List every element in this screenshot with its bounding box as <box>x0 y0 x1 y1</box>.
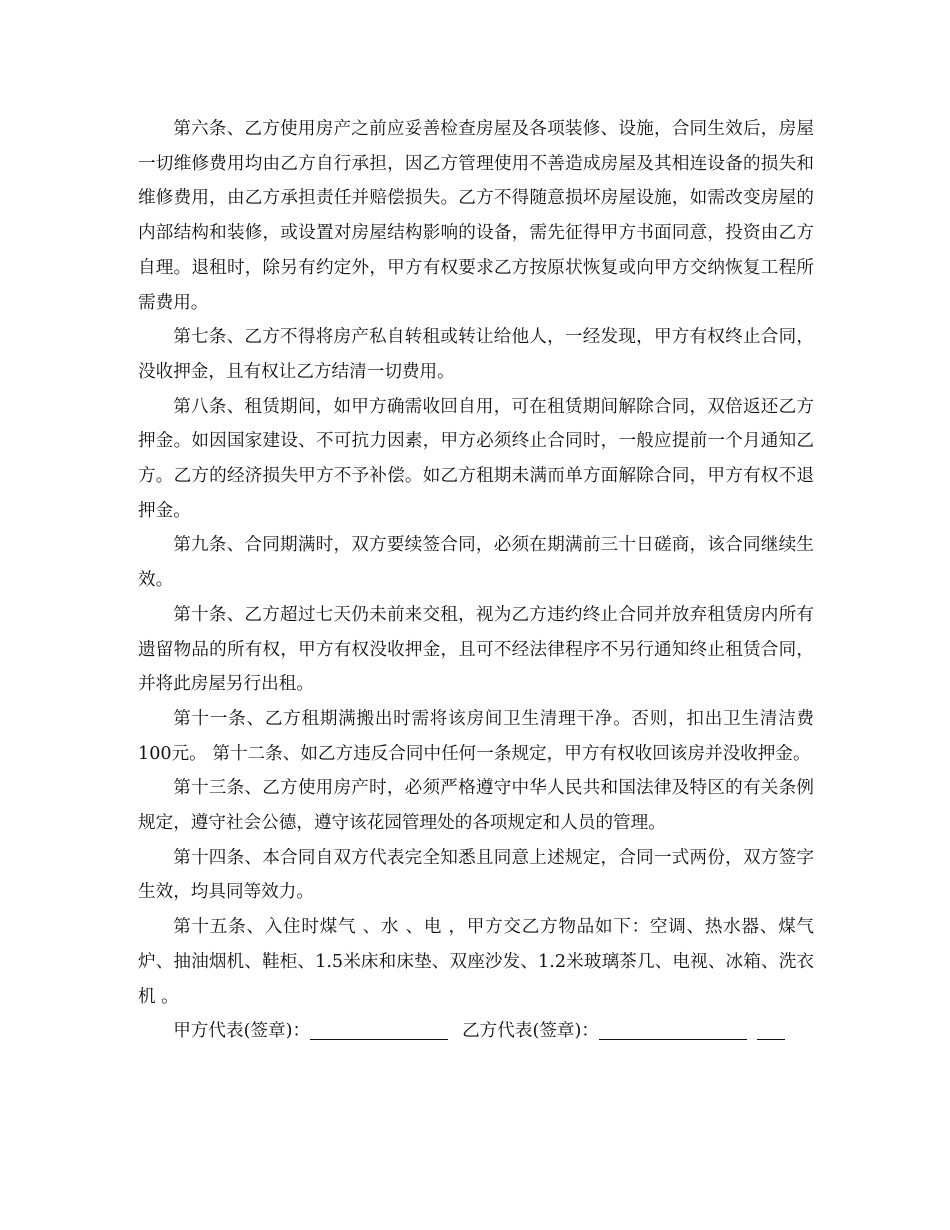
clause-8: 第八条、租赁期间，如甲方确需收回自用，可在租赁期间解除合同，双倍返还乙方押金。如因国家建设、不可抗力因素，甲方必须终止合同时，一般应提前一个月通知乙方。乙方的经济损失甲方不予补偿。如乙方租期未满而单方面解除合同，甲方有权不退押金。 <box>138 396 814 521</box>
clause-11-12: 第十一条、乙方租期满搬出时需将该房间卫生清理干净。否则，扣出卫生清洁费100元。 第十二条、如乙方违反合同中任何一条规定，甲方有权收回该房并没收押金。 <box>138 708 814 764</box>
contract-page <box>138 112 814 1049</box>
clause-7: 第七条、乙方不得将房产私自转租或转让给他人，一经发现，甲方有权终止合同，没收押金，且有权让乙方结清一切费用。 <box>138 327 814 382</box>
clause-14: 第十四条、本合同自双方代表完全知悉且同意上述规定，合同一式两份，双方签字生效，均具同等效力。 <box>138 847 814 903</box>
clause-13: 第十三条、乙方使用房产时，必须严格遵守中华人民共和国法律及特区的有关条例规定，遵守社会公德，遵守该花园管理处的各项规定和人员的管理。 <box>138 778 814 834</box>
clause-15: 第十五条、入住时煤气 、水 、电 ，甲方交乙方物品如下：空调、热水器、煤气炉、抽油烟机、鞋柜、1.5米床和床垫、双座沙发、1.2米玻璃茶几、电视、冰箱、洗衣机 。 <box>138 917 814 1007</box>
party-b-signature-line[interactable] <box>599 1038 747 1040</box>
clause-6: 第六条、乙方使用房产之前应妥善检查房屋及各项装修、设施，合同生效后，房屋一切维修费用均由乙方自行承担，因乙方管理使用不善造成房屋及其相连设备的损失和维修费用，由乙方承担责任并赔偿损失。乙方不得随意损坏房屋设施，如需改变房屋的内部结构和装修，或设置对房屋结构影响的设备，需先征得甲方书面同意，投资由乙方自理。退租时，除另有约定外，甲方有权要求乙方按原状恢复或向甲方交纳恢复工程所需费用。 <box>138 119 814 313</box>
extra-signature-line <box>757 1038 785 1040</box>
clause-9: 第九条、合同期满时，双方要续签合同，必须在期满前三十日磋商，该合同继续生效。 <box>138 535 814 591</box>
party-a-signature-label: 甲方代表(签章)： <box>173 1021 311 1042</box>
signature-row <box>138 1014 814 1049</box>
clause-10: 第十条、乙方超过七天仍未前来交租，视为乙方违约终止合同并放弃租赁房内所有遗留物品的所有权，甲方有权没收押金，且可不经法律程序不另行通知终止租赁合同，并将此房屋另行出租。 <box>138 604 814 695</box>
party-b-signature-label: 乙方代表(签章)： <box>462 1021 599 1042</box>
party-a-signature-line[interactable] <box>310 1038 448 1040</box>
